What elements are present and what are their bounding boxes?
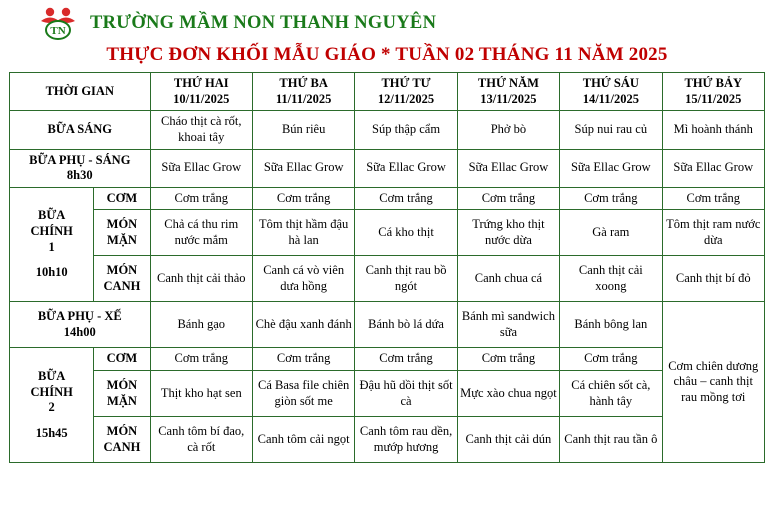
cell-main1-salty-fri: Gà ram	[560, 210, 662, 256]
page-title: THỰC ĐƠN KHỐI MẪU GIÁO * TUẦN 02 THÁNG 11 NĂM 2025	[106, 44, 668, 65]
sub-label-main2-salty: MÓN MẶN	[94, 371, 150, 417]
sub-label-main1-soup: MÓN CANH	[94, 256, 150, 302]
row-label-line3: 2	[48, 400, 55, 415]
day-name: THỨ BA	[279, 76, 328, 90]
table-row-morning-snack	[10, 149, 765, 187]
cell-main1-rice-sat: Cơm trắng	[662, 187, 764, 210]
cell-main2-soup-tue: Canh tôm cải ngọt	[252, 417, 354, 463]
weekly-menu-table	[9, 72, 765, 463]
column-header-saturday	[662, 73, 764, 111]
day-name: THỨ BẢY	[684, 76, 743, 90]
day-date: 13/11/2025	[480, 91, 537, 106]
school-logo-icon	[36, 6, 80, 40]
cell-morning-snack-fri: Sữa Ellac Grow	[560, 149, 662, 187]
cell-morning-snack-mon: Sữa Ellac Grow	[150, 149, 252, 187]
cell-main2-rice-fri: Cơm trắng	[560, 348, 662, 371]
row-label-text: BỮA PHỤ - XẾ	[37, 309, 122, 324]
table-row-afternoon-snack	[10, 302, 765, 348]
cell-main1-salty-mon: Chả cá thu rim nước mắm	[150, 210, 252, 256]
table-row-main1-salty	[10, 210, 765, 256]
cell-main2-soup-thu: Canh thịt cải dún	[457, 417, 559, 463]
row-label-time: 8h30	[66, 168, 93, 183]
cell-main1-rice-tue: Cơm trắng	[252, 187, 354, 210]
cell-main2-salty-wed: Đậu hũ dồi thịt sốt cà	[355, 371, 457, 417]
row-label-line2: CHÍNH	[30, 384, 73, 399]
column-header-wednesday	[355, 73, 457, 111]
cell-main1-salty-wed: Cá kho thịt	[355, 210, 457, 256]
cell-main2-salty-thu: Mực xào chua ngọt	[457, 371, 559, 417]
cell-afternoon-snack-wed: Bánh bò lá dứa	[355, 302, 457, 348]
row-label-afternoon-snack	[10, 302, 151, 348]
table-row-main2-soup	[10, 417, 765, 463]
cell-morning-snack-sat: Sữa Ellac Grow	[662, 149, 764, 187]
row-label-line1: BỮA	[38, 208, 66, 223]
table-row-main2-salty	[10, 371, 765, 417]
day-date: 12/11/2025	[377, 91, 435, 106]
cell-main1-soup-sat: Canh thịt bí đỏ	[662, 256, 764, 302]
row-label-time: 15h45	[35, 425, 68, 440]
page-header	[8, 6, 766, 40]
row-label-time: 14h00	[63, 324, 96, 339]
sub-label-main1-salty: MÓN MẶN	[94, 210, 150, 256]
cell-main1-salty-sat: Tôm thịt ram nước dừa	[662, 210, 764, 256]
sub-label-main1-rice: CƠM	[94, 187, 150, 210]
cell-main2-rice-wed: Cơm trắng	[355, 348, 457, 371]
cell-main2-rice-thu: Cơm trắng	[457, 348, 559, 371]
row-label-line3: 1	[48, 239, 55, 254]
cell-afternoon-snack-thu: Bánh mì sandwich sữa	[457, 302, 559, 348]
table-row-main2-rice	[10, 348, 765, 371]
column-header-tuesday	[252, 73, 354, 111]
table-row-breakfast	[10, 111, 765, 149]
cell-breakfast-fri: Súp nui rau củ	[560, 111, 662, 149]
cell-breakfast-mon: Cháo thịt cà rốt, khoai tây	[150, 111, 252, 149]
row-label-main2	[10, 348, 94, 463]
school-name: TRƯỜNG MẦM NON THANH NGUYÊN	[90, 12, 437, 33]
cell-breakfast-wed: Súp thập cẩm	[355, 111, 457, 149]
cell-breakfast-sat: Mì hoành thánh	[662, 111, 764, 149]
cell-main1-soup-fri: Canh thịt cải xoong	[560, 256, 662, 302]
row-label-morning-snack	[10, 149, 151, 187]
day-name: THỨ SÁU	[582, 76, 639, 90]
cell-main1-rice-wed: Cơm trắng	[355, 187, 457, 210]
cell-morning-snack-thu: Sữa Ellac Grow	[457, 149, 559, 187]
svg-text:TN: TN	[50, 25, 66, 37]
cell-morning-snack-wed: Sữa Ellac Grow	[355, 149, 457, 187]
cell-main2-soup-fri: Canh thịt rau tần ô	[560, 417, 662, 463]
cell-main1-soup-tue: Canh cá vò viên dưa hồng	[252, 256, 354, 302]
cell-main2-rice-mon: Cơm trắng	[150, 348, 252, 371]
cell-main2-salty-mon: Thịt kho hạt sen	[150, 371, 252, 417]
row-label-main1	[10, 187, 94, 302]
row-label-text: BỮA PHỤ - SÁNG	[29, 152, 131, 167]
column-header-thursday	[457, 73, 559, 111]
row-label-line1: BỮA	[38, 368, 66, 383]
cell-saturday-main2-merged: Cơm chiên dương châu – canh thịt rau mồng tơi	[662, 302, 764, 463]
cell-main1-soup-mon: Canh thịt cải thảo	[150, 256, 252, 302]
cell-breakfast-tue: Bún riêu	[252, 111, 354, 149]
cell-afternoon-snack-tue: Chè đậu xanh đánh	[252, 302, 354, 348]
day-date: 15/11/2025	[685, 91, 742, 106]
cell-main2-soup-mon: Canh tôm bí đao, cà rốt	[150, 417, 252, 463]
cell-afternoon-snack-mon: Bánh gạo	[150, 302, 252, 348]
sub-label-main2-soup: MÓN CANH	[94, 417, 150, 463]
row-label-breakfast: BỮA SÁNG	[10, 111, 151, 149]
cell-main2-salty-tue: Cá Basa file chiên giòn sốt me	[252, 371, 354, 417]
cell-main1-soup-thu: Canh chua cá	[457, 256, 559, 302]
cell-main1-rice-mon: Cơm trắng	[150, 187, 252, 210]
cell-main1-salty-tue: Tôm thịt hầm đậu hà lan	[252, 210, 354, 256]
day-date: 14/11/2025	[582, 91, 639, 106]
day-date: 11/11/2025	[275, 91, 332, 106]
cell-main1-rice-thu: Cơm trắng	[457, 187, 559, 210]
table-row-main1-rice	[10, 187, 765, 210]
table-row-main1-soup	[10, 256, 765, 302]
cell-main1-soup-wed: Canh thịt rau bồ ngót	[355, 256, 457, 302]
day-name: THỨ HAI	[173, 76, 229, 90]
sub-label-main2-rice: CƠM	[94, 348, 150, 371]
cell-main2-salty-fri: Cá chiên sốt cà, hành tây	[560, 371, 662, 417]
day-name: THỨ TƯ	[381, 76, 431, 90]
cell-morning-snack-tue: Sữa Ellac Grow	[252, 149, 354, 187]
column-header-time: THỜI GIAN	[10, 73, 151, 111]
cell-main1-salty-thu: Trứng kho thịt nước dừa	[457, 210, 559, 256]
cell-breakfast-thu: Phở bò	[457, 111, 559, 149]
row-label-time: 10h10	[35, 265, 68, 280]
cell-main1-rice-fri: Cơm trắng	[560, 187, 662, 210]
cell-afternoon-snack-fri: Bánh bông lan	[560, 302, 662, 348]
column-header-monday	[150, 73, 252, 111]
day-date: 10/11/2025	[173, 91, 230, 106]
day-name: THỨ NĂM	[477, 76, 539, 90]
table-header-row	[10, 73, 765, 111]
cell-main2-rice-tue: Cơm trắng	[252, 348, 354, 371]
row-label-line2: CHÍNH	[30, 223, 73, 238]
column-header-friday	[560, 73, 662, 111]
cell-main2-soup-wed: Canh tôm rau dền, mướp hương	[355, 417, 457, 463]
